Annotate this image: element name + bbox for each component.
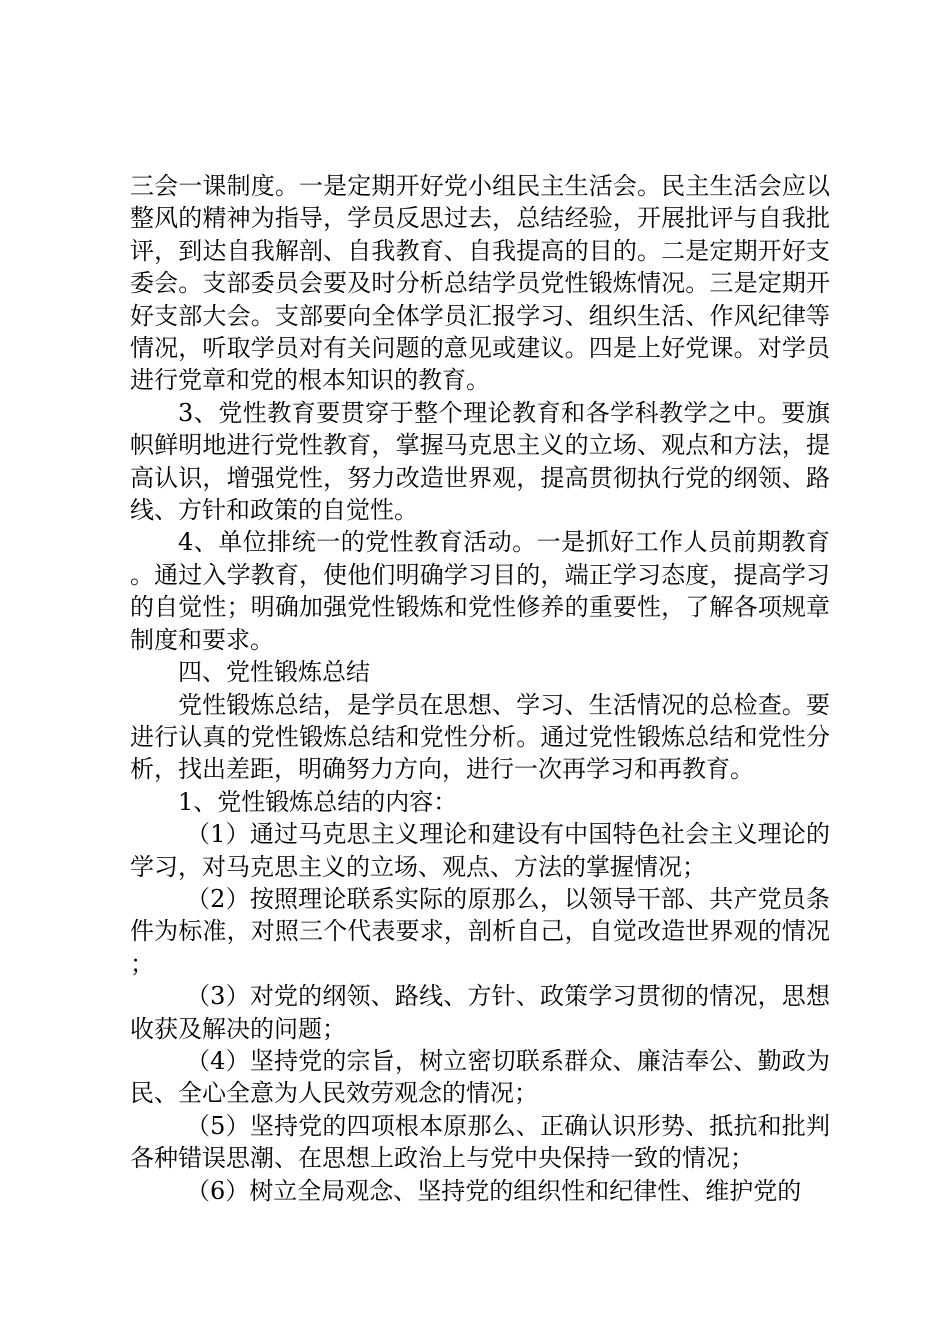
paragraph-item-4: 4、单位排统一的党性教育活动。一是抓好工作人员前期教育。通过入学教育，使他们明确学习目的，端正学习态度，提高学习的自觉性；明确加强党性锻炼和党性修养的重要性，了解各项规章制度和要求。: [130, 528, 830, 654]
list-item: （6）树立全局观念、坚持党的组织性和纪律性、维护党的: [186, 1176, 802, 1205]
section-heading: 四、党性锻炼总结: [178, 658, 370, 687]
list-item: （3）对党的纲领、路线、方针、政策学习贯彻的情况，思想收获及解决的问题；: [130, 982, 830, 1043]
document-body: [130, 170, 830, 1207]
list-item: （2）按照理论联系实际的原那么，以领导干部、共产党员条件为标准，对照三个代表要求，剖析自己，自觉改造世界观的情况；: [130, 884, 830, 978]
paragraph-item-3: 3、党性教育要贯穿于整个理论教育和各学科教学之中。要旗帜鲜明地进行党性教育，掌握马克思主义的立场、观点和方法，提高认识，增强党性，努力改造世界观，提高贯彻执行党的纲领、路线、方针和政策的自觉性。: [130, 398, 830, 525]
list-item: （5）坚持党的四项根本原那么、正确认识形势、抵抗和批判各种错误思潮、在思想上政治上与党中央保持一致的情况；: [130, 1111, 830, 1173]
paragraph-three-meetings: 三会一课制度。一是定期开好党小组民主生活会。民主生活会应以整风的精神为指导，学员反思过去，总结经验，开展批评与自我批评，到达自我解剖、自我教育、自我提高的目的。二是定期开好支委会。支部委员会要及时分析总结学员党性锻炼情况。三是定期开好支部大会。支部要向全体学员汇报学习、组织生活、作风纪律等情况，听取学员对有关问题的意见或建议。四是上好党课。对学员进行党章和党的根本知识的教育。: [130, 172, 830, 395]
list-item: （4）坚持党的宗旨，树立密切联系群众、廉洁奉公、勤政为民、全心全意为人民效劳观念的情况；: [130, 1046, 830, 1108]
subheading-summary-content: 1、党性锻炼总结的内容：: [178, 787, 458, 816]
list-item: （1）通过马克思主义理论和建设有中国特色社会主义理论的学习，对马克思主义的立场、观点、方法的掌握情况；: [130, 820, 830, 881]
paragraph-summary-intro: 党性锻炼总结，是学员在思想、学习、生活情况的总检查。要进行认真的党性锻炼总结和党性分析。通过党性锻炼总结和党性分析，找出差距，明确努力方向，进行一次再学习和再教育。: [130, 690, 830, 784]
